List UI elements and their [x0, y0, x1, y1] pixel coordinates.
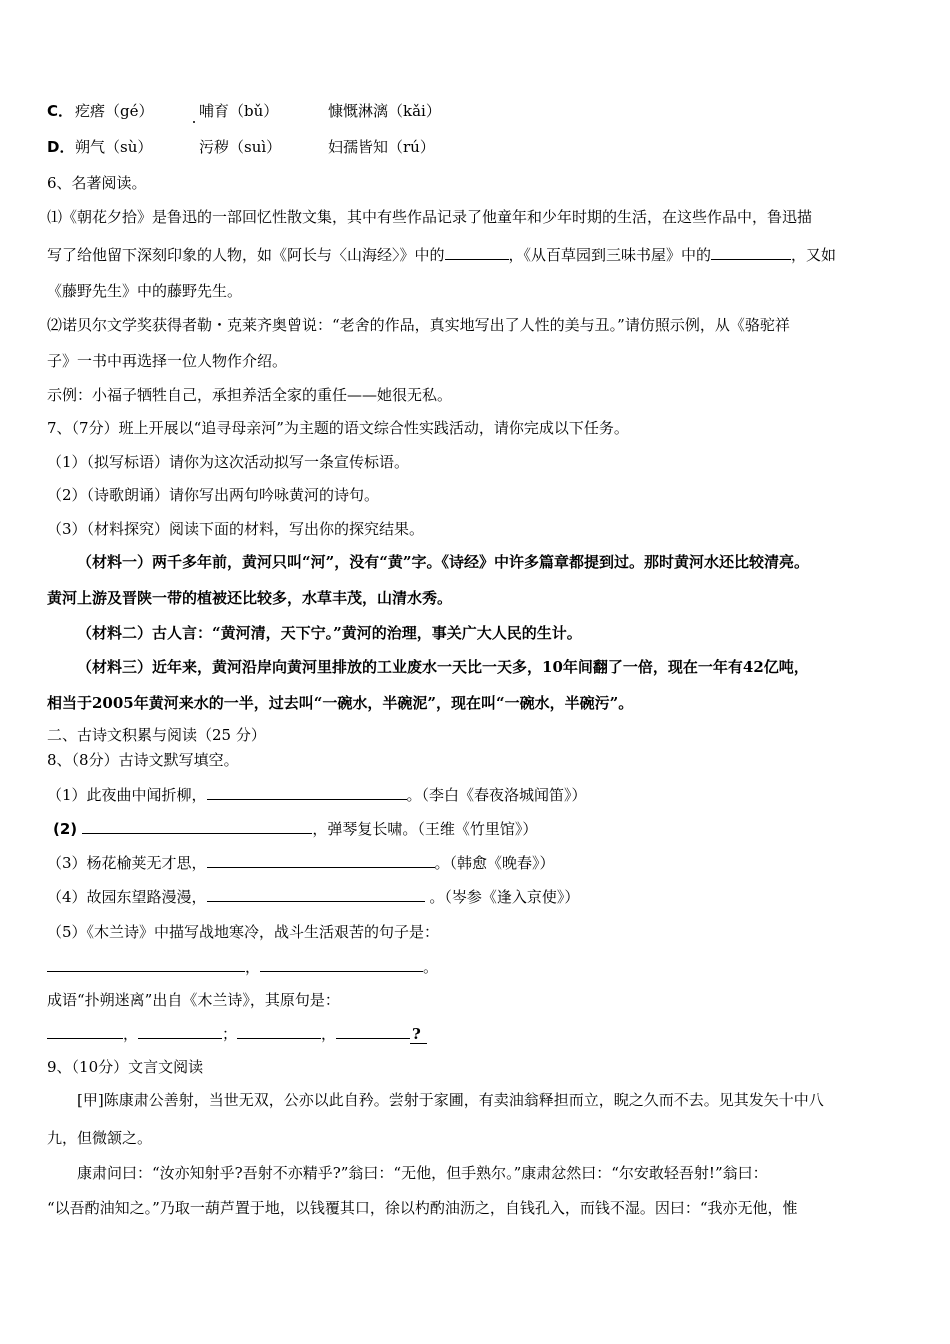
q6-p1-line1: ⑴《朝花夕拾》是鲁迅的一部回忆性散文集，其中有些作品记录了他童年和少年时期的生活，在这些作品中，鲁迅描	[47, 208, 813, 226]
q7-title: 7、（7分）班上开展以“追寻母亲河”为主题的语文综合性实践活动，请你完成以下任务。	[47, 419, 629, 437]
q8-line-2-text-a: (2)	[53, 820, 83, 838]
option-c-row	[47, 100, 441, 122]
answer-blank-8[interactable]	[260, 955, 423, 972]
answer-blank-10[interactable]	[138, 1022, 222, 1039]
q6-p1-line3: 《藤野先生》中的藤野先生。	[47, 282, 243, 300]
option-d-word-1: 朔气（sù）	[75, 138, 153, 156]
answer-blank-5[interactable]	[207, 851, 435, 868]
q8-idiom-end: ?	[410, 1025, 427, 1044]
answer-blank-4[interactable]	[82, 817, 312, 834]
q6-p2-line1: ⑵诺贝尔文学奖获得者勒・克莱齐奥曾说：“老舍的作品，真实地写出了人性的美与丑。”请仿照示例，从《骆驼祥	[47, 316, 790, 334]
q7-task-2: （2）（诗歌朗诵）请你写出两句吟咏黄河的诗句。	[47, 486, 380, 504]
q7-material-1-line1: （材料一）两千多年前，黄河只叫“河”，没有“黄”字。《诗经》中许多篇章都提到过。那时黄河水还比较清亮。	[77, 553, 810, 571]
q9-passage-line2: 九，但微颔之。	[47, 1129, 153, 1147]
q8-line-5-answers	[47, 955, 438, 978]
q6-title: 6、名著阅读。	[47, 174, 147, 192]
option-c-word-3: 慷慨淋漓（kǎi）	[328, 102, 441, 120]
q8-line-1-text-a: （1）此夜曲中闻折柳，	[47, 786, 207, 804]
q8-title: 8、（8分）古诗文默写填空。	[47, 751, 239, 769]
q8-line-1-text-b: 。（李白《春夜洛城闻笛》）	[406, 786, 587, 804]
answer-blank-2[interactable]	[711, 243, 791, 260]
q8-line-5-separator: ，	[245, 958, 261, 976]
q7-task-1: （1）（拟写标语）请你为这次活动拟写一条宣传标语。	[47, 453, 410, 471]
answer-blank-12[interactable]	[336, 1022, 410, 1039]
q8-line-4-text-a: （4）故园东望路漫漫，	[47, 888, 207, 906]
option-c-word-2: 哺育（bǔ）	[199, 102, 279, 120]
q9-passage-line3: 康肃问曰：“汝亦知射乎?吾射不亦精乎?”翁曰：“无他，但手熟尔。”康肃忿然曰：“尔安敢轻吾射!”翁曰：	[77, 1164, 768, 1182]
emphasis-dot	[193, 121, 195, 123]
q8-line-2	[47, 817, 537, 840]
q7-task-3: （3）（材料探究）阅读下面的材料，写出你的探究结果。	[47, 520, 425, 538]
q6-p1-line2-text-c: ，又如	[791, 246, 837, 264]
q6-p1-line2-text-a: 写了给他留下深刻印象的人物，如《阿长与〈山海经〉》中的	[47, 246, 445, 264]
answer-blank-3[interactable]	[207, 783, 407, 800]
q8-idiom-separator-2: ；	[222, 1025, 238, 1043]
q6-p1-line2	[47, 243, 836, 266]
option-c-word-1: 疙瘩（gé）	[75, 102, 154, 120]
answer-blank-9[interactable]	[47, 1022, 123, 1039]
answer-blank-1[interactable]	[445, 243, 509, 260]
option-d-word-3: 妇孺皆知（rú）	[328, 138, 435, 156]
q8-idiom-answers	[47, 1022, 427, 1045]
q7-material-3-line2: 相当于2005年黄河来水的一半，过去叫“一碗水，半碗泥”，现在叫“一碗水，半碗污”。	[47, 694, 634, 712]
q8-line-2-text-b: ，弹琴复长啸。（王维《竹里馆》）	[312, 820, 538, 838]
q6-p1-line2-text-b: ，《从百草园到三味书屋》中的	[508, 246, 712, 264]
option-d-word-2: 污秽（suì）	[199, 138, 282, 156]
option-c-label: C．	[47, 102, 74, 120]
q8-idiom-separator-3: ，	[321, 1025, 337, 1043]
q8-line-1	[47, 783, 587, 806]
q9-title: 9、（10分）文言文阅读	[47, 1058, 204, 1076]
q8-idiom-separator-1: ，	[123, 1025, 139, 1043]
q9-passage-line4: “以吾酌油知之。”乃取一葫芦置于地，以钱覆其口，徐以杓酌油沥之，自钱孔入，而钱不湿。因曰：“我亦无他，惟	[47, 1199, 798, 1217]
q7-material-3-line1: （材料三）近年来，黄河沿岸向黄河里排放的工业废水一天比一天多，10年间翻了一倍，现在一年有42亿吨，	[77, 658, 809, 676]
option-d-row	[47, 136, 435, 158]
q8-idiom-prompt: 成语“扑朔迷离”出自《木兰诗》，其原句是：	[47, 991, 340, 1009]
q8-line-4	[47, 885, 579, 908]
part-2-title: 二、古诗文积累与阅读（25 分）	[47, 726, 266, 744]
q8-line-3-text-b: 。（韩愈《晚春》）	[434, 854, 555, 872]
option-d-label: D．	[47, 138, 75, 156]
q8-line-3	[47, 851, 555, 874]
answer-blank-7[interactable]	[47, 955, 245, 972]
q8-line-4-text-b: 。（岑参《逢入京使》）	[424, 888, 580, 906]
q8-line-5-end: 。	[423, 958, 439, 976]
q8-line-5: （5）《木兰诗》中描写战地寒冷，战斗生活艰苦的句子是：	[47, 923, 440, 941]
q7-material-2: （材料二）古人言：“黄河清，天下宁。”黄河的治理，事关广大人民的生计。	[77, 624, 582, 642]
q6-example: 示例：小福子牺牲自己，承担养活全家的重任——她很无私。	[47, 386, 453, 404]
q6-p2-line2: 子》一书中再选择一位人物作介绍。	[47, 352, 288, 370]
q9-passage-line1: [甲]陈康肃公善射，当世无双，公亦以此自矜。尝射于家圃，有卖油翁释担而立，睨之久而不去。见其发矢十中八	[77, 1091, 824, 1109]
q8-line-3-text-a: （3）杨花榆荚无才思，	[47, 854, 207, 872]
answer-blank-6[interactable]	[207, 885, 425, 902]
q7-material-1-line2: 黄河上游及晋陕一带的植被还比较多，水草丰茂，山清水秀。	[47, 589, 453, 607]
answer-blank-11[interactable]	[237, 1022, 321, 1039]
